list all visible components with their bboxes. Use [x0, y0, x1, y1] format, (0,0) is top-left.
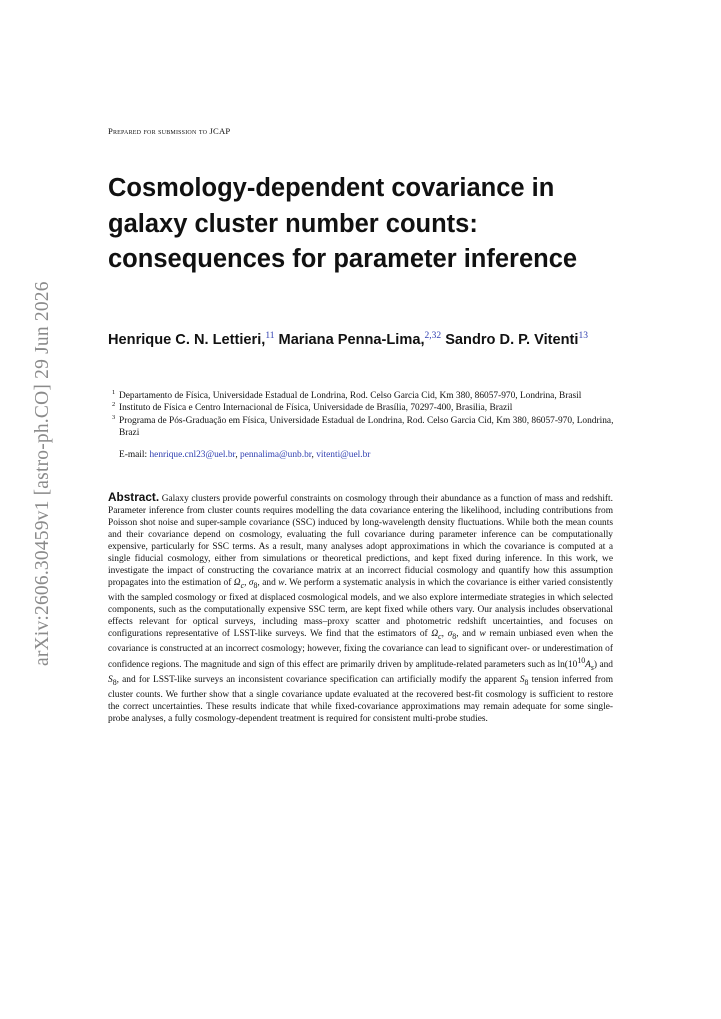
abstract-label: Abstract.	[108, 490, 160, 504]
math-inline: $\Omega_c$, $\sigma_8$, and w	[431, 629, 486, 642]
affiliation-item	[112, 390, 615, 402]
abstract-text: . We perform a systematic analysis in which the covariance is either varied consistently with the sampled cosmology or fixed at displaced cosmological models, and we also explore intermediate strategies in which selected components, such as the computationally expensive SSC term, are kept fixed while others vary. Our analysis includes observational effects relevant for optical surveys, including mass–proxy scatter and photometric redshift uncertainties, and focuses on configurations representative of LSST-like surveys. We find that the estimators of	[108, 578, 614, 640]
affiliation-item	[112, 415, 615, 440]
affiliation-number: 3	[112, 413, 116, 421]
abstract-text: tension inferred from cluster counts. We further show that a single covariance update evaluated at the recovered best-fit cosmology is sufficient to restore the correct uncertainties. These results indicate that while fixed-covariance approximations may remain adequate for some single-probe analyses, a fully cosmology-dependent treatment is required for consistent multi-probe studies.	[108, 675, 613, 725]
math-inline: $\Omega_c$, $\sigma_8$, and w	[233, 578, 285, 591]
affiliations	[112, 390, 615, 461]
author-name: Mariana Penna-Lima,	[278, 332, 425, 348]
affiliation-text: Programa de Pós-Graduação em Física, Universidade Estadual de Londrina, Rod. Celso Garcia Cid, Km 380, 86057-970, Londrina, Brazi	[119, 415, 614, 439]
abstract-text: Galaxy clusters provide powerful constraints on cosmology through their abundance as a function of mass and redshift. Parameter inference from cluster counts requires modelling the data covariance entering the likelihood, including contributions from Poisson shot noise and super-sample covariance (SSC) induced by long-wavelength density fluctuations. While both the mean counts and their covariance depend on cosmology, evaluating the full covariance during parameter inference can be computationally expensive, particularly for SSC terms. As a result, many analyses adopt approximations in which the covariance is computed at a single fiducial cosmology, either from simulations or theoretical predictions, and kept fixed during inference. In this work, we investigate the impact of constructing the covariance matrix at an incorrect fiducial cosmology and quantify how this assumption propagates into the estimation of	[108, 494, 613, 589]
affiliation-number: 1	[112, 389, 116, 396]
affiliation-text: Instituto de Física e Centro Internacional de Física, Universidade de Brasília, 70297-400, Brasilia, Brazil	[119, 403, 513, 414]
email-line: E-mail: henrique.cnl23@uel.br, pennalima@unb.br, vitenti@uel.br	[119, 449, 371, 460]
paper-title: Cosmology-dependent covariance in galaxy cluster number counts: consequences for parameter inference	[108, 174, 578, 273]
author-affiliation-mark[interactable]: 2,32	[424, 331, 442, 341]
abstract	[108, 491, 613, 725]
email-link[interactable]: henrique.cnl23@uel.br	[149, 449, 236, 460]
author-affiliation-mark[interactable]: 13	[578, 331, 588, 341]
author-name: Henrique C. N. Lettieri,	[108, 332, 266, 348]
author-name: Sandro D. P. Vitenti	[445, 332, 579, 348]
author-list	[108, 331, 618, 351]
math-inline: $S_8$	[519, 675, 529, 688]
affiliation-number: 2	[112, 401, 116, 409]
email-link[interactable]: pennalima@unb.br	[240, 449, 312, 460]
email-link[interactable]: vitenti@uel.br	[316, 449, 371, 460]
abstract-text: , and for LSST-like surveys an inconsistent covariance specification can artificially modify the apparent	[116, 675, 520, 686]
author-affiliation-mark[interactable]: 11	[265, 331, 275, 341]
math-inline: $\ln(10^{10}A_s)$ and $S_8$	[108, 656, 613, 688]
abstract-text: remain unbiased even when the covariance is constructed at an incorrect cosmology; however, fixing the covariance can lead to significant over- or underestimation of confidence regions. The magnitude and sign of this effect are primarily driven by amplitude-related parameters such as	[108, 629, 614, 671]
submission-note	[108, 126, 230, 136]
arxiv-sidebar	[30, 268, 54, 668]
arxiv-identifier: arXiv:2606.30459v1 [astro-ph.CO] 29 Jun 2026	[32, 281, 53, 666]
email-label: E-mail:	[119, 449, 148, 460]
affiliation-item	[112, 402, 615, 414]
submission-note-text: Prepared for submission to JCAP	[108, 126, 231, 136]
affiliation-text: Departamento de Física, Universidade Estadual de Londrina, Rod. Celso Garcia Cid, Km 380, 86057-970, Londrina, Brasil	[119, 391, 582, 401]
